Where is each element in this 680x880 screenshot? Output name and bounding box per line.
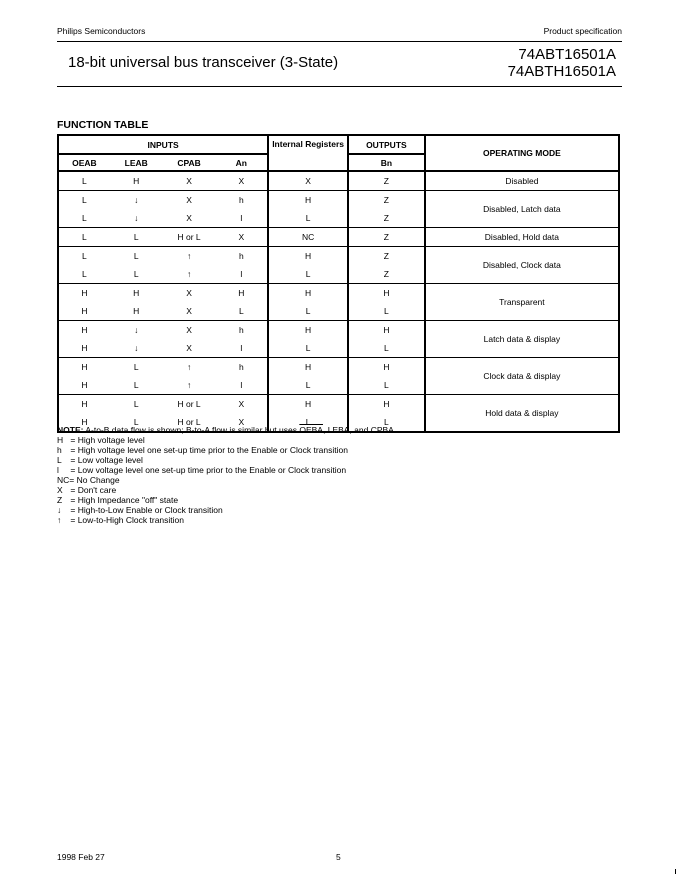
table-cell: X: [186, 343, 192, 353]
table-cell: L: [268, 265, 348, 284]
table-cell: L: [268, 209, 348, 228]
table-cell: ↑: [186, 269, 192, 279]
table-cell: H: [81, 343, 88, 353]
company-name: Philips Semiconductors: [57, 26, 146, 36]
legend-text: = High voltage level one set-up time prior to the Enable or Clock transition: [70, 445, 348, 455]
legend-item: [57, 485, 396, 495]
legend-item: [57, 475, 396, 485]
legend-item: [57, 515, 396, 525]
table-cell: L: [268, 413, 348, 432]
table-cell: H: [81, 380, 88, 390]
table-cell: H or L: [163, 228, 216, 247]
table-cell: H: [81, 306, 88, 316]
table-cell: ↓: [110, 321, 163, 340]
table-cell: L: [348, 413, 425, 432]
table-cell: H: [81, 417, 88, 427]
page-title: 18-bit universal bus transceiver (3-State): [68, 54, 339, 71]
operating-mode-cell: Disabled, Hold data: [425, 228, 619, 247]
table-cell: H: [110, 284, 163, 303]
legend-item: [57, 505, 396, 515]
table-cell: H: [268, 321, 348, 340]
notes: [57, 425, 396, 525]
table-cell: L: [238, 306, 244, 316]
legend-item: [57, 465, 396, 475]
note-line: [57, 425, 396, 435]
table-cell: ↑: [163, 358, 216, 377]
operating-mode-cell: Transparent: [425, 284, 619, 321]
legend-symbol: l: [57, 465, 59, 475]
table-cell: L: [133, 269, 139, 279]
table-cell: L: [268, 302, 348, 321]
table-cell: H: [268, 395, 348, 414]
legend-text: = High-to-Low Enable or Clock transition: [70, 505, 223, 515]
table-cell: Z: [348, 209, 425, 228]
part-number-2: 74ABTH16501A: [507, 63, 616, 80]
header-rule: [57, 41, 622, 42]
legend-text: = High voltage level: [70, 435, 145, 445]
table-cell: l: [240, 269, 243, 279]
table-cell: L: [58, 228, 110, 247]
table-cell: H: [58, 358, 110, 377]
table-cell: X: [163, 191, 216, 210]
note-oeba: OEBA: [299, 425, 323, 435]
table-row: [58, 321, 619, 340]
table-cell: h: [215, 358, 268, 377]
falling-arrow-icon: ↓: [57, 505, 62, 515]
table-cell: l: [240, 343, 243, 353]
table-cell: L: [268, 376, 348, 395]
table-cell: H or L: [177, 417, 201, 427]
table-cell: Z: [348, 247, 425, 266]
table-cell: H: [58, 395, 110, 414]
legend-symbol: L: [57, 455, 62, 465]
table-cell: h: [215, 321, 268, 340]
table-cell: L: [133, 417, 139, 427]
footer-date: 1998 Feb 27: [57, 852, 105, 862]
table-cell: L: [268, 339, 348, 358]
table-cell: ↓: [134, 213, 139, 223]
col-cpab: CPAB: [163, 154, 216, 171]
note-text-b: , LEBA, and CPBA.: [322, 425, 397, 435]
table-row: [58, 358, 619, 377]
table-cell: H: [58, 321, 110, 340]
legend-symbol: H: [57, 435, 64, 445]
operating-mode-cell: Disabled, Latch data: [425, 191, 619, 228]
table-cell: H: [58, 284, 110, 303]
table-cell: L: [58, 247, 110, 266]
legend-symbol: X: [57, 485, 63, 495]
table-cell: L: [82, 269, 87, 279]
table-cell: Z: [348, 191, 425, 210]
legend-item: [57, 445, 396, 455]
table-row: [58, 191, 619, 210]
table-cell: X: [163, 171, 216, 191]
table-cell: X: [163, 284, 216, 303]
col-leab: LEAB: [110, 154, 163, 171]
table-cell: X: [215, 395, 268, 414]
section-title: FUNCTION TABLE: [57, 119, 149, 131]
legend-text: = Low voltage level: [70, 455, 143, 465]
table-cell: H: [268, 191, 348, 210]
legend-symbol: h: [57, 445, 62, 455]
table-cell: H: [215, 284, 268, 303]
title-rule: [57, 86, 622, 87]
col-bn: Bn: [348, 154, 425, 171]
table-cell: H: [268, 247, 348, 266]
legend-symbol: Z: [57, 495, 63, 505]
table-cell: ↑: [186, 380, 192, 390]
table-cell: L: [348, 339, 425, 358]
legend-text: = High Impedance "off" state: [70, 495, 179, 505]
legend-text: = No Change: [69, 475, 120, 485]
note-label: NOTE:: [57, 425, 84, 435]
function-table: [57, 134, 620, 433]
function-table-body: [58, 171, 619, 432]
table-cell: L: [82, 213, 87, 223]
table-cell: ↑: [163, 247, 216, 266]
operating-mode-cell: Latch data & display: [425, 321, 619, 358]
inputs-header: INPUTS: [147, 139, 179, 150]
operating-mode-header: OPERATING MODE: [425, 135, 619, 171]
table-cell: H: [348, 395, 425, 414]
table-cell: H: [133, 306, 140, 316]
table-cell: L: [110, 395, 163, 414]
table-cell: L: [133, 380, 139, 390]
outputs-header: OUTPUTS: [348, 135, 425, 154]
table-cell: X: [186, 213, 192, 223]
table-cell: Z: [348, 265, 425, 284]
table-cell: X: [215, 228, 268, 247]
table-cell: l: [240, 380, 243, 390]
part-number-1: 74ABT16501A: [518, 46, 616, 63]
table-cell: H: [110, 171, 163, 191]
legend-text: = Low voltage level one set-up time prior to the Enable or Clock transition: [70, 465, 347, 475]
table-cell: H: [268, 284, 348, 303]
table-cell: l: [240, 213, 243, 223]
internal-registers-header: Internal Registers: [268, 135, 348, 171]
table-cell: L: [110, 358, 163, 377]
operating-mode-cell: Hold data & display: [425, 395, 619, 433]
legend-symbol: NC: [57, 475, 70, 485]
table-cell: L: [348, 376, 425, 395]
legend-item: [57, 495, 396, 505]
note-text-a: A-to-B data flow is shown; B-to-A flow is similar but uses: [83, 425, 300, 435]
table-cell: X: [268, 171, 348, 191]
legend-list: [57, 435, 396, 525]
operating-mode-cell: Disabled, Clock data: [425, 247, 619, 284]
table-cell: Z: [348, 228, 425, 247]
col-an: An: [215, 154, 268, 171]
table-cell: X: [238, 417, 245, 427]
table-cell: L: [110, 247, 163, 266]
table-row: [58, 228, 619, 247]
table-cell: H: [348, 284, 425, 303]
legend-item: [57, 455, 396, 465]
table-cell: L: [58, 171, 110, 191]
table-cell: ↓: [110, 191, 163, 210]
table-cell: X: [163, 321, 216, 340]
col-oeab: OEAB: [58, 154, 110, 171]
table-cell: ↓: [134, 343, 139, 353]
document-type: Product specification: [543, 26, 622, 36]
table-row: [58, 395, 619, 414]
table-row: [58, 171, 619, 191]
table-row: [58, 284, 619, 303]
legend-text: = Low-to-High Clock transition: [70, 515, 184, 525]
table-cell: H: [348, 321, 425, 340]
table-cell: H or L: [163, 395, 216, 414]
legend-item: [57, 435, 396, 445]
table-cell: H: [268, 358, 348, 377]
operating-mode-cell: Clock data & display: [425, 358, 619, 395]
operating-mode-cell: Disabled: [425, 171, 619, 191]
table-cell: h: [215, 191, 268, 210]
table-cell: Z: [348, 171, 425, 191]
legend-text: = Don't care: [70, 485, 117, 495]
table-cell: L: [58, 191, 110, 210]
corner-mark: [675, 869, 676, 874]
table-cell: X: [186, 306, 192, 316]
part-numbers: [508, 46, 616, 80]
rising-arrow-icon: ↑: [57, 515, 62, 525]
table-cell: L: [110, 228, 163, 247]
table-cell: L: [348, 302, 425, 321]
table-cell: h: [215, 247, 268, 266]
table-cell: X: [215, 171, 268, 191]
table-cell: NC: [268, 228, 348, 247]
page-number: 5: [336, 852, 341, 862]
table-row: [58, 247, 619, 266]
table-cell: H: [348, 358, 425, 377]
